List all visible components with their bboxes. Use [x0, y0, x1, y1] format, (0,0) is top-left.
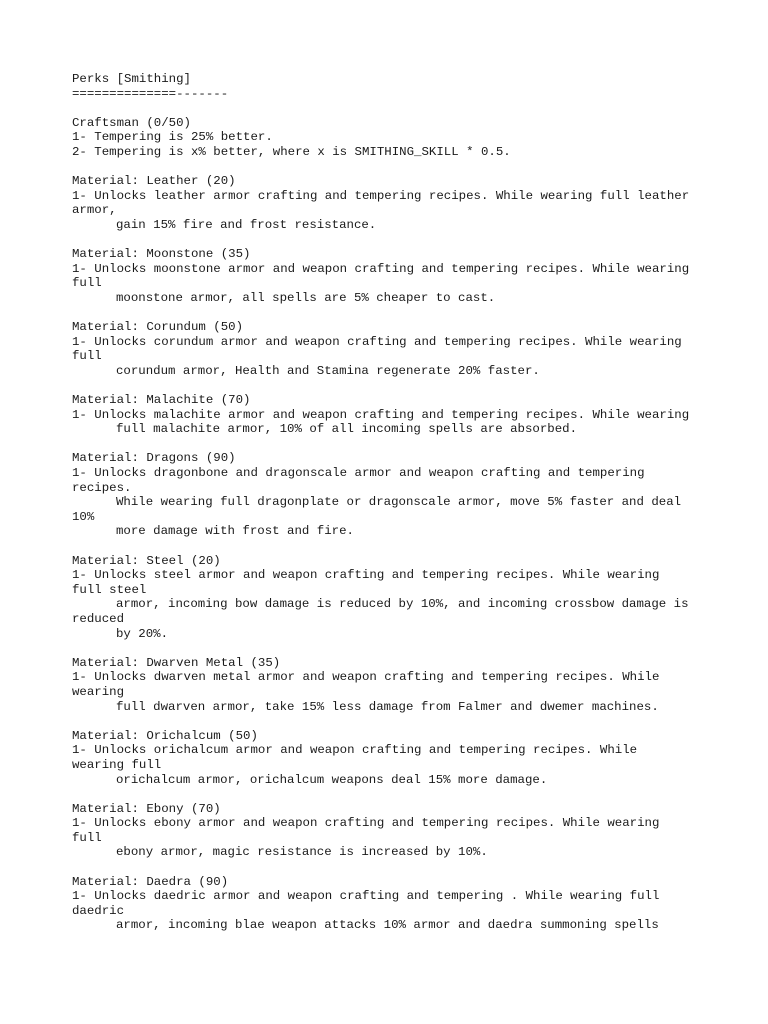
perk-description-line: While wearing full dragonplate or dragonscale armor, move 5% faster and deal	[116, 495, 682, 510]
perk-description-line: full	[72, 276, 102, 291]
perk-heading: Material: Dwarven Metal (35)	[72, 655, 281, 670]
document-title: Perks [Smithing]	[72, 72, 191, 86]
perk-sections	[72, 116, 722, 933]
perk-description-line: gain 15% fire and frost resistance.	[116, 217, 377, 232]
perk-heading: Material: Ebony (70)	[72, 801, 221, 816]
perk-section	[72, 554, 722, 656]
perk-description-line: 1- Unlocks corundum armor and weapon crafting and tempering recipes. While wearing	[72, 334, 682, 349]
perk-description-line: 1- Unlocks moonstone armor and weapon crafting and tempering recipes. While wearing	[72, 261, 690, 276]
perk-heading: Material: Daedra (90)	[72, 874, 229, 889]
perk-description-line: by 20%.	[116, 626, 169, 641]
spacer	[72, 437, 722, 452]
spacer	[72, 233, 722, 248]
spacer	[72, 160, 722, 175]
document-page	[72, 72, 722, 933]
spacer	[72, 306, 722, 321]
perk-description-line: daedric	[72, 903, 125, 918]
perk-description-line: 1- Unlocks orichalcum armor and weapon crafting and tempering recipes. While	[72, 743, 638, 758]
spacer	[72, 714, 722, 729]
perk-description-line: full	[72, 830, 102, 845]
perk-description-line: armor,	[72, 203, 117, 218]
perk-description-line: 1- Unlocks malachite armor and weapon crafting and tempering recipes. While wearing	[72, 407, 690, 422]
perk-description-line: 2- Tempering is x% better, where x is SMITHING_SKILL * 0.5.	[72, 144, 511, 159]
perk-description-line: 1- Unlocks daedric armor and weapon crafting and tempering . While wearing full	[72, 889, 660, 904]
perk-description-line: full	[72, 349, 102, 364]
perk-heading: Material: Steel (20)	[72, 553, 221, 568]
spacer	[72, 539, 722, 554]
perk-section	[72, 729, 722, 802]
perk-description-line: ebony armor, magic resistance is increased by 10%.	[116, 845, 488, 860]
perk-description-line: reduced	[72, 611, 125, 626]
perk-description-line: corundum armor, Health and Stamina regenerate 20% faster.	[116, 363, 540, 378]
perk-section	[72, 875, 722, 933]
perk-description-line: orichalcum armor, orichalcum weapons deal 15% more damage.	[116, 772, 548, 787]
perk-heading: Material: Orichalcum (50)	[72, 728, 258, 743]
title-underline: ==============-------	[72, 86, 229, 101]
perk-section	[72, 116, 722, 174]
perk-description-line: moonstone armor, all spells are 5% cheaper to cast.	[116, 290, 496, 305]
perk-heading: Material: Dragons (90)	[72, 451, 236, 466]
spacer	[72, 378, 722, 393]
perk-heading: Material: Corundum (50)	[72, 320, 244, 335]
perk-heading: Material: Moonstone (35)	[72, 247, 251, 262]
perk-description-line: 1- Unlocks steel armor and weapon crafting and tempering recipes. While wearing	[72, 568, 660, 583]
perk-description-line: full steel	[72, 582, 147, 597]
perk-section	[72, 451, 722, 553]
perk-section	[72, 393, 722, 451]
perk-description-line: more damage with frost and fire.	[116, 524, 354, 539]
perk-description-line: full malachite armor, 10% of all incoming spells are absorbed.	[116, 422, 578, 437]
spacer	[72, 641, 722, 656]
perk-heading: Craftsman (0/50)	[72, 115, 191, 130]
perk-description-line: 1- Unlocks dwarven metal armor and weapon crafting and tempering recipes. While	[72, 670, 660, 685]
perk-section	[72, 247, 722, 320]
perk-description-line: 1- Unlocks ebony armor and weapon crafting and tempering recipes. While wearing	[72, 816, 660, 831]
perk-description-line: wearing	[72, 684, 125, 699]
perk-description-line: 1- Unlocks dragonbone and dragonscale armor and weapon crafting and tempering	[72, 466, 645, 481]
perk-section	[72, 320, 722, 393]
perk-section	[72, 802, 722, 875]
perk-heading: Material: Malachite (70)	[72, 393, 251, 408]
perk-description-line: armor, incoming bow damage is reduced by 10%, and incoming crossbow damage is	[116, 597, 689, 612]
perk-description-line: 1- Tempering is 25% better.	[72, 130, 273, 145]
spacer	[72, 101, 722, 116]
spacer	[72, 860, 722, 875]
perk-section	[72, 174, 722, 247]
perk-description-line: armor, incoming blae weapon attacks 10% armor and daedra summoning spells	[116, 918, 659, 933]
perk-description-line: wearing full	[72, 757, 162, 772]
perk-section	[72, 656, 722, 729]
spacer	[72, 787, 722, 802]
perk-description-line: recipes.	[72, 480, 132, 495]
perk-description-line: 10%	[72, 509, 95, 524]
perk-heading: Material: Leather (20)	[72, 174, 236, 189]
perk-description-line: full dwarven armor, take 15% less damage from Falmer and dwemer machines.	[116, 699, 659, 714]
perk-description-line: 1- Unlocks leather armor crafting and tempering recipes. While wearing full leather	[72, 188, 690, 203]
